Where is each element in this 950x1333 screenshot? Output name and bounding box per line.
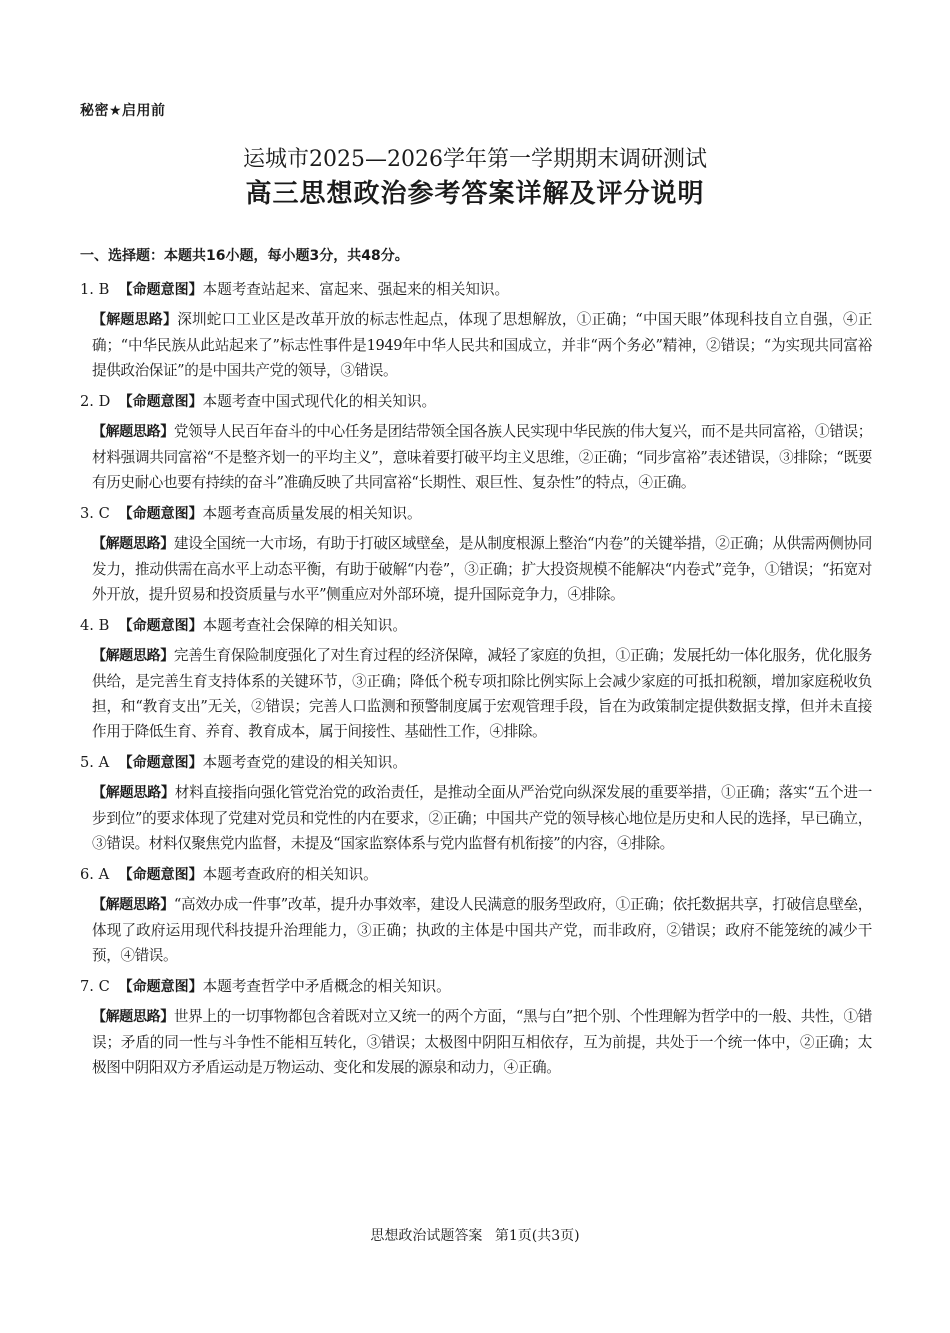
- analysis-text: 完善生育保险制度强化了对生育过程的经济保障，减轻了家庭的负担，①正确；发展托幼一体化服务，优化服务供给，是完善生育支持体系的关键环节，③正确；降低个税专项扣除比例实际上会减少家庭的可抵扣税额，增加家庭税收负担，和“教育支出”无关，②错误；完善人口监测和预警制度属于宏观管理手段，旨在为政策制定提供数据支撑，但并未直接作用于降低生育、养育、教育成本，属于间接性、基础性工作，④排除。: [92, 647, 872, 740]
- question-answer: 2. D: [80, 393, 111, 410]
- question-item: [80, 862, 872, 968]
- intent-label: 【命题意图】: [118, 618, 203, 634]
- intent-label: 【命题意图】: [118, 282, 203, 298]
- question-item: [80, 613, 872, 744]
- question-item: [80, 501, 872, 607]
- analysis-text: 建设全国统一大市场，有助于打破区域壁垒，是从制度根源上整治“内卷”的关键举措，②正确；从供需两侧协同发力，推动供需在高水平上动态平衡，有助于破解“内卷”，③正确；扩大投资规模不能解决“内卷式”竞争，①错误；“拓宽对外开放，提升贸易和投资质量与水平”侧重应对外部环境，提升国际竞争力，④排除。: [92, 535, 872, 603]
- footer-page-number: 第1页(共3页): [494, 1228, 580, 1244]
- question-answer: 4. B: [80, 617, 110, 634]
- confidential-mark: 秘密★启用前: [80, 103, 166, 119]
- intent-text: 本题考查哲学中矛盾概念的相关知识。: [202, 978, 451, 995]
- question-answer: 3. C: [80, 505, 110, 522]
- analysis-text: 深圳蛇口工业区是改革开放的标志性起点，体现了思想解放，①正确；“中国天眼”体现科技自立自强，④正确；“中华民族从此站起来了”标志性事件是1949年中华人民共和国成立，并非“两个务必”精神，②错误；“为实现共同富裕提供政治保证”的是中国共产党的领导，③错误。: [92, 311, 872, 379]
- analysis-label: 【解题思路】: [92, 648, 174, 664]
- intent-label: 【命题意图】: [118, 755, 203, 771]
- question-item: [80, 277, 872, 383]
- analysis-label: 【解题思路】: [92, 312, 178, 328]
- question-answer: 6. A: [80, 866, 110, 883]
- question-head: [80, 862, 872, 888]
- page-footer: [0, 1225, 950, 1245]
- question-answer: 5. A: [80, 754, 110, 771]
- analysis-paragraph: [80, 531, 872, 607]
- analysis-text: “高效办成一件事”改革，提升办事效率，建设人民满意的服务型政府，①正确；依托数据共享，打破信息壁垒，体现了政府运用现代科技提升治理能力，③正确；执政的主体是中国共产党，而非政府，②错误；政府不能笼统的减少干预，④错误。: [92, 896, 872, 964]
- document-title: 高三思想政治参考答案详解及评分说明: [245, 179, 705, 209]
- question-head: [80, 613, 872, 639]
- section-heading: 一、选择题：本题共16小题，每小题3分，共48分。: [80, 248, 409, 264]
- analysis-text: 党领导人民百年奋斗的中心任务是团结带领全国各族人民实现中华民族的伟大复兴，而不是共同富裕，①错误；材料强调共同富裕“不是整齐划一的平均主义”，意味着要打破平均主义思维，②正确；“同步富裕”表述错误，③排除；“既要有历史耐心也要有持续的奋斗”准确反映了共同富裕“长期性、艰巨性、复杂性”的特点，④正确。: [92, 423, 872, 491]
- question-item: [80, 389, 872, 495]
- answer-content: [80, 244, 872, 1086]
- question-head: [80, 277, 872, 303]
- analysis-paragraph: [80, 307, 872, 383]
- analysis-paragraph: [80, 419, 872, 495]
- intent-text: 本题考查政府的相关知识。: [202, 866, 378, 883]
- intent-label: 【命题意图】: [118, 506, 203, 522]
- analysis-paragraph: [80, 1004, 872, 1080]
- intent-text: 本题考查中国式现代化的相关知识。: [202, 393, 437, 410]
- exam-title: 运城市2025—2026学年第一学期期末调研测试: [243, 147, 707, 172]
- analysis-label: 【解题思路】: [92, 785, 175, 801]
- analysis-text: 世界上的一切事物都包含着既对立又统一的两个方面，“黑与白”把个别、个性理解为哲学中的一般、共性，①错误；矛盾的同一性与斗争性不能相互转化，③错误；太极图中阴阳互相依存，互为前提，共处于一个统一体中，②正确；太极图中阴阳双方矛盾运动是万物运动、变化和发展的源泉和动力，④正确。: [92, 1008, 872, 1076]
- question-head: [80, 501, 872, 527]
- analysis-paragraph: [80, 643, 872, 744]
- footer-subject: 思想政治试题答案: [370, 1228, 483, 1244]
- question-head: [80, 750, 872, 776]
- analysis-label: 【解题思路】: [92, 897, 174, 913]
- analysis-label: 【解题思路】: [92, 424, 174, 440]
- intent-text: 本题考查高质量发展的相关知识。: [202, 505, 422, 522]
- intent-text: 本题考查站起来、富起来、强起来的相关知识。: [202, 281, 510, 298]
- analysis-paragraph: [80, 780, 872, 856]
- question-answer: 7. C: [80, 978, 110, 995]
- question-head: [80, 389, 872, 415]
- analysis-label: 【解题思路】: [92, 536, 174, 552]
- question-head: [80, 974, 872, 1000]
- question-item: [80, 750, 872, 856]
- intent-label: 【命题意图】: [118, 867, 203, 883]
- analysis-text: 材料直接指向强化管党治党的政治责任，是推动全面从严治党向纵深发展的重要举措，①正确；落实“五个进一步到位”的要求体现了党建对党员和党性的内在要求，②正确；中国共产党的领导核心地位是历史和人民的选择，早已确立，③错误。材料仅聚焦党内监督，未提及“国家监察体系与党内监督有机衔接”的内容，④排除。: [92, 784, 872, 852]
- intent-label: 【命题意图】: [118, 394, 203, 410]
- intent-label: 【命题意图】: [118, 979, 203, 995]
- analysis-label: 【解题思路】: [92, 1009, 174, 1025]
- intent-text: 本题考查党的建设的相关知识。: [202, 754, 407, 771]
- analysis-paragraph: [80, 892, 872, 968]
- question-answer: 1. B: [80, 281, 110, 298]
- intent-text: 本题考查社会保障的相关知识。: [202, 617, 407, 634]
- question-item: [80, 974, 872, 1080]
